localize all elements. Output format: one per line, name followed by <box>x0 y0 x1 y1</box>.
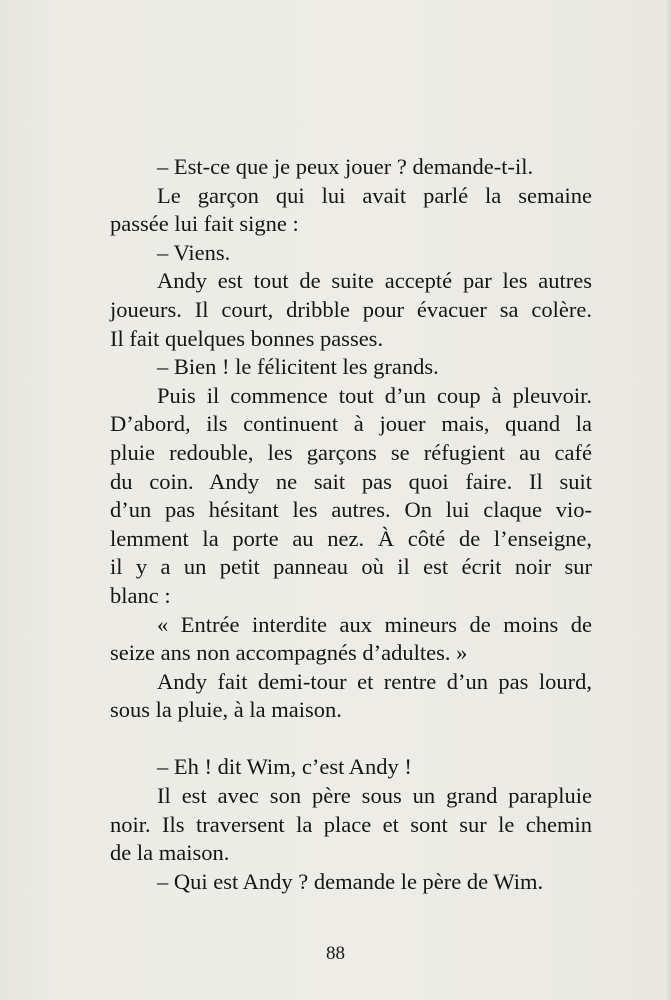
text-line: Il fait quelques bonnes passes. <box>110 325 384 351</box>
text-line: du coin. Andy ne sait pas quoi faire. Il suit <box>110 468 592 494</box>
text-line: Le garçon qui lui avait parlé la semaine <box>157 182 592 208</box>
text-line: – Eh ! dit Wim, c’est Andy ! <box>157 754 412 780</box>
text-line: passée lui fait signe : <box>110 211 299 237</box>
text-line: seize ans non accompagnés d’adultes. » <box>110 640 468 666</box>
text-line: noir. Ils traversent la place et sont sur le chemin <box>110 811 592 837</box>
text-line: Il est avec son père sous un grand parapluie <box>157 783 592 809</box>
text-line: Andy fait demi-tour et rentre d’un pas lourd, <box>157 668 592 694</box>
text-line: de la maison. <box>110 840 230 866</box>
text-line: lemment la porte au nez. À côté de l’enseigne, <box>110 525 592 551</box>
text-line: il y a un petit panneau où il est écrit noir sur <box>110 554 592 580</box>
text-line: – Viens. <box>157 239 231 265</box>
section-break <box>110 725 592 754</box>
text-line: joueurs. Il court, dribble pour évacuer sa colère. <box>110 296 592 322</box>
page-number: 88 <box>326 943 345 964</box>
text-line: Puis il commence tout d’un coup à pleuvoir. <box>157 382 592 408</box>
page-edge-shadow <box>665 0 671 1000</box>
text-line: – Bien ! le félicitent les grands. <box>157 354 439 380</box>
text-line: pluie redouble, les garçons se réfugient au café <box>110 439 592 465</box>
text-line: – Qui est Andy ? demande le père de Wim. <box>157 868 544 894</box>
text-line: Andy est tout de suite accepté par les autres <box>157 268 592 294</box>
body-text <box>110 153 592 896</box>
text-line: d’un pas hésitant les autres. On lui claque vio- <box>110 497 592 523</box>
text-line: blanc : <box>110 582 171 608</box>
text-line: sous la pluie, à la maison. <box>110 697 342 723</box>
text-line: « Entrée interdite aux mineurs de moins de <box>157 611 592 637</box>
text-line: – Est-ce que je peux jouer ? demande-t-il. <box>157 154 534 179</box>
text-line: D’abord, ils continuent à jouer mais, quand la <box>110 411 592 437</box>
